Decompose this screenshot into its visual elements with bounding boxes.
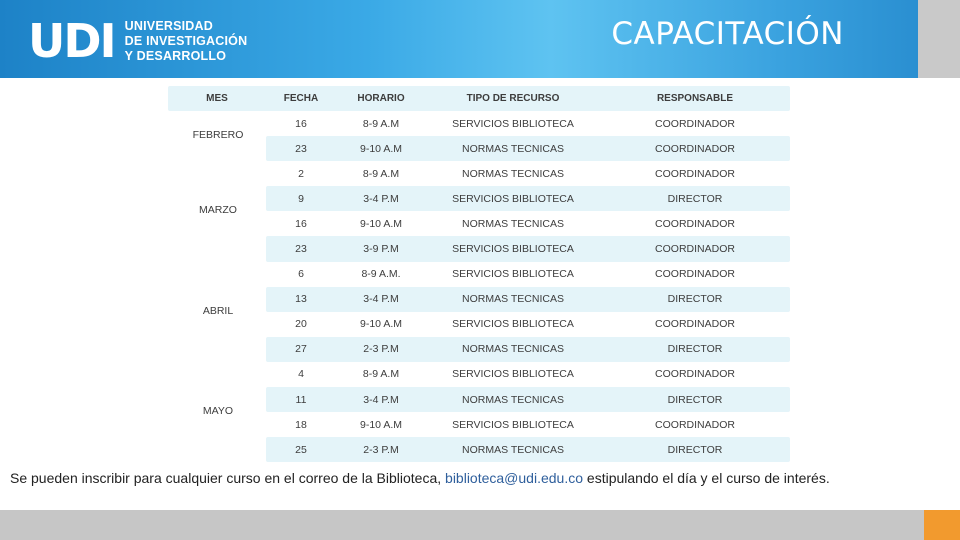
cell-fecha: 16 (295, 117, 307, 130)
cell-tipo: SERVICIOS BIBLIOTECA (452, 117, 574, 130)
table-row (266, 287, 790, 312)
logo-line: UNIVERSIDAD (124, 18, 213, 33)
cell-responsable: COORDINADOR (655, 217, 735, 230)
cell-tipo: NORMAS TECNICAS (462, 343, 564, 356)
page-title: CAPACITACIÓN (611, 16, 844, 52)
cell-horario: 2-3 P.M (363, 343, 399, 356)
cell-horario: 9-10 A.M (359, 318, 403, 331)
note-text-end: estipulando el día y el curso de interés. (583, 470, 830, 486)
table-row (266, 161, 790, 186)
column-header-tipo: TIPO DE RECURSO (466, 93, 560, 104)
cell-horario: 9-10 A.M (359, 217, 403, 230)
cell-fecha: 23 (295, 243, 307, 256)
table-row (266, 337, 790, 362)
cell-horario: 9-10 A.M (359, 418, 403, 431)
cell-fecha: 11 (295, 393, 307, 406)
cell-tipo: SERVICIOS BIBLIOTECA (452, 368, 574, 381)
logo-line: Y DESARROLLO (124, 48, 227, 63)
logo-line: DE INVESTIGACIÓN (124, 33, 248, 48)
column-header-responsable: RESPONSABLE (656, 93, 734, 104)
table-row (266, 387, 790, 412)
logo-mark: UDI (28, 14, 115, 68)
cell-fecha: 16 (295, 217, 307, 230)
cell-fecha: 13 (295, 293, 307, 306)
cell-fecha: 23 (295, 142, 307, 155)
table-row (266, 262, 790, 287)
logo-text (125, 19, 248, 64)
note-text: Se pueden inscribir para cualquier curso en el correo de la Biblioteca, (10, 470, 446, 486)
cell-responsable: DIRECTOR (667, 393, 723, 406)
cell-horario: 8-9 A.M (362, 368, 400, 381)
cell-fecha: 27 (295, 343, 307, 356)
table-body (168, 111, 790, 461)
column-header-fecha: FECHA (283, 93, 319, 104)
cell-horario: 3-9 P.M (363, 243, 399, 256)
cell-fecha: 2 (298, 167, 304, 180)
cell-tipo: SERVICIOS BIBLIOTECA (452, 268, 574, 281)
table-header (168, 86, 790, 111)
table-row (266, 136, 790, 161)
cell-tipo: NORMAS TECNICAS (462, 393, 564, 406)
cell-tipo: SERVICIOS BIBLIOTECA (452, 318, 574, 331)
cell-horario: 2-3 P.M (363, 443, 399, 456)
footer-accent (924, 510, 960, 540)
cell-fecha: 18 (295, 418, 307, 431)
month-label: MAYO (202, 405, 234, 418)
cell-horario: 3-4 P.M (363, 393, 399, 406)
table-row (266, 111, 790, 136)
column-header-mes: MES (206, 93, 228, 104)
table-row (266, 211, 790, 236)
cell-fecha: 20 (295, 318, 307, 331)
cell-tipo: NORMAS TECNICAS (462, 293, 564, 306)
cell-tipo: SERVICIOS BIBLIOTECA (452, 418, 574, 431)
cell-responsable: COORDINADOR (655, 243, 735, 256)
cell-tipo: SERVICIOS BIBLIOTECA (452, 243, 574, 256)
cell-responsable: COORDINADOR (655, 268, 735, 281)
cell-horario: 9-10 A.M (359, 142, 403, 155)
cell-horario: 8-9 A.M. (361, 268, 401, 281)
cell-responsable: DIRECTOR (667, 192, 723, 205)
header-side-strip (918, 0, 960, 78)
table-row (266, 437, 790, 462)
table-rows (266, 111, 790, 462)
month-label: FEBRERO (192, 129, 244, 142)
cell-responsable: COORDINADOR (655, 418, 735, 431)
table-row (266, 362, 790, 387)
cell-responsable: COORDINADOR (655, 142, 735, 155)
cell-responsable: DIRECTOR (667, 343, 723, 356)
table-row (266, 186, 790, 211)
cell-tipo: NORMAS TECNICAS (462, 142, 564, 155)
month-label: MARZO (199, 204, 237, 217)
cell-tipo: NORMAS TECNICAS (462, 443, 564, 456)
cell-horario: 3-4 P.M (363, 192, 399, 205)
footer-band (0, 510, 924, 540)
cell-responsable: COORDINADOR (655, 318, 735, 331)
cell-tipo: NORMAS TECNICAS (462, 167, 564, 180)
cell-fecha: 6 (298, 268, 304, 281)
university-logo (28, 16, 247, 66)
cell-responsable: COORDINADOR (655, 368, 735, 381)
cell-responsable: COORDINADOR (655, 117, 735, 130)
cell-responsable: DIRECTOR (667, 443, 723, 456)
training-schedule-table (168, 86, 790, 461)
table-row (266, 312, 790, 337)
cell-fecha: 9 (298, 192, 304, 205)
cell-tipo: NORMAS TECNICAS (462, 217, 564, 230)
table-row (266, 236, 790, 261)
table-row (266, 412, 790, 437)
cell-horario: 8-9 A.M (362, 167, 400, 180)
column-header-horario: HORARIO (357, 93, 405, 104)
enrollment-note (10, 470, 960, 486)
cell-fecha: 25 (295, 443, 307, 456)
cell-responsable: DIRECTOR (667, 293, 723, 306)
library-email-link[interactable]: biblioteca@udi.edu.co (445, 470, 584, 486)
cell-responsable: COORDINADOR (655, 167, 735, 180)
cell-horario: 8-9 A.M (362, 117, 400, 130)
cell-tipo: SERVICIOS BIBLIOTECA (452, 192, 574, 205)
cell-fecha: 4 (298, 368, 304, 381)
cell-horario: 3-4 P.M (363, 293, 399, 306)
month-label: ABRIL (202, 304, 234, 317)
header-banner (0, 0, 918, 78)
